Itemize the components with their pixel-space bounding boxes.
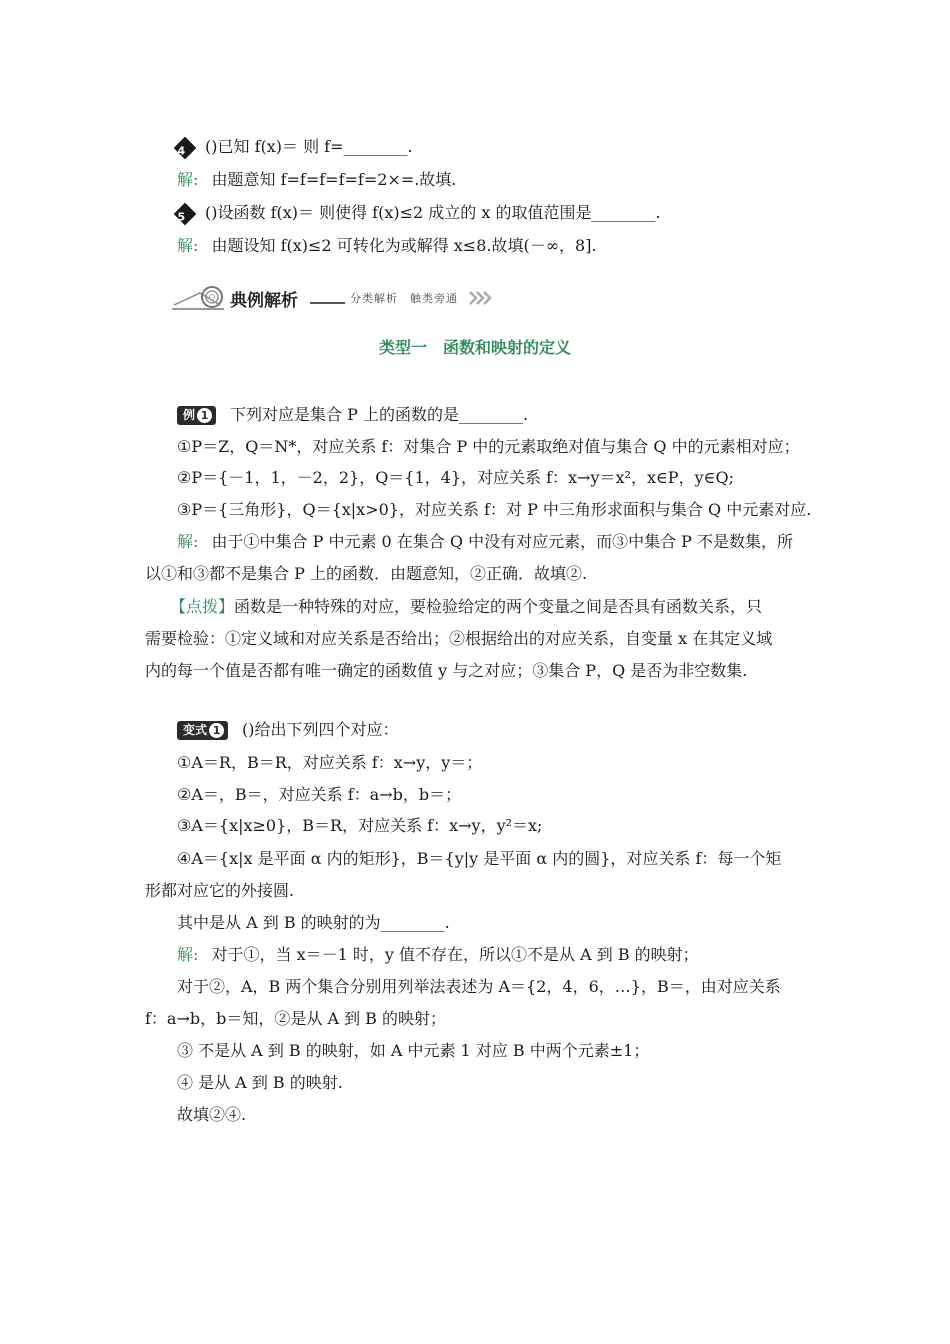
example-1-item-3: ③P＝{三角形}，Q＝{x|x>0}，对应关系 f：对 P 中三角形求面积与集合 Q 中元素对应. [177,500,812,519]
question-text: ()给出下列四个对应： [242,720,399,739]
variant-1-answer-line-5: ④ 是从 A 到 B 的映射. [177,1073,343,1092]
section-header [170,283,500,313]
answer-5 [177,235,597,257]
variant-1-item-2: ②A＝，B＝，对应关系 f：a→b，b＝； [177,785,462,804]
tip-line-3: 内的每一个值是否都有唯一确定的函数值 y 与之对应；③集合 P，Q 是否为非空数集. [145,661,748,680]
variant-1-answer-line-2: 对于②，A，B 两个集合分别用列举法表述为 A＝{2，4，6，…}，B＝，由对应关系 [177,977,781,996]
section-subtitle: 分类解析 触类旁通 [350,292,458,305]
example-1-item-2: ②P＝{－1，1，－2，2}，Q＝{1，4}，对应关系 f：x→y＝x²，x∈P，y∈Q; [177,468,734,487]
tip-line-2: 需要检验：①定义域和对应关系是否给出；②根据给出的对应关系，自变量 x 在其定义域 [145,629,773,648]
problem-text: ()设函数 f(x)＝ 则使得 f(x)≤2 成立的 x 的取值范围是________. [205,203,661,222]
answer-text: 由于①中集合 P 中元素 0 在集合 Q 中没有对应元素，而③中集合 P 不是数集，所 [211,532,794,551]
example-1-answer-line-1 [177,531,793,553]
variant-1-item-1: ①A＝R，B＝R，对应关系 f：x→y，y＝； [177,753,483,772]
example-tag: 例 1 [177,406,216,425]
variant-1-answer-line-1 [177,944,699,966]
variant-1-answer-line-6: 故填②④. [177,1105,247,1124]
problem-4 [177,136,413,158]
variant-1-item-4-cont: 形都对应它的外接圆. [145,881,295,900]
variant-1-question [177,719,399,741]
answer-4 [177,169,456,191]
answer-label: 解: [177,945,199,964]
number-badge: 5 [174,202,197,225]
answer-text: 由题意知 f=f=f=f=f=2×=.故填. [211,170,457,189]
answer-text: 由题设知 f(x)≤2 可转化为或解得 x≤8.故填(－∞，8]. [211,236,597,255]
type-heading: 类型一 函数和映射的定义 [378,338,571,357]
answer-label: 解: [177,532,199,551]
question-text: 下列对应是集合 P 上的函数的是________. [230,405,529,424]
tip-text: 函数是一种特殊的对应，要检验给定的两个变量之间是否具有函数关系，只 [234,597,763,616]
problem-text: ()已知 f(x)＝ 则 f=________. [205,137,413,156]
answer-label: 解: [177,170,199,189]
example-1-question [177,404,528,426]
variant-1-item-3: ③A＝{x|x≥0}，B＝R，对应关系 f：x→y，y²＝x; [177,816,543,835]
answer-text: 对于①，当 x＝－1 时，y 值不存在，所以①不是从 A 到 B 的映射； [211,945,699,964]
variant-1-item-4: ④A＝{x|x 是平面 α 内的矩形}，B＝{y|y 是平面 α 内的圆}，对应关系 f：每一个矩 [177,849,782,868]
variant-1-answer-line-3: f：a→b，b＝知，②是从 A 到 B 的映射； [145,1009,447,1028]
variant-1-answer-line-4: ③ 不是从 A 到 B 的映射，如 A 中元素 1 对应 B 中两个元素±1； [177,1041,650,1060]
answer-label: 解: [177,236,199,255]
number-badge: 4 [174,136,197,159]
tip-line-1 [170,596,762,618]
example-1-item-1: ①P＝Z，Q＝N*，对应关系 f：对集合 P 中的元素取绝对值与集合 Q 中的元素相对应； [177,437,800,456]
example-1-answer-line-2: 以①和③都不是集合 P 上的函数．由题意知，②正确．故填②. [145,564,588,583]
problem-5 [177,202,661,224]
variant-tag: 变式 1 [177,721,228,740]
tip-label: 【点拨】 [170,597,235,616]
variant-1-ask: 其中是从 A 到 B 的映射的为________. [177,913,450,932]
section-title: 典例解析 [230,291,298,311]
